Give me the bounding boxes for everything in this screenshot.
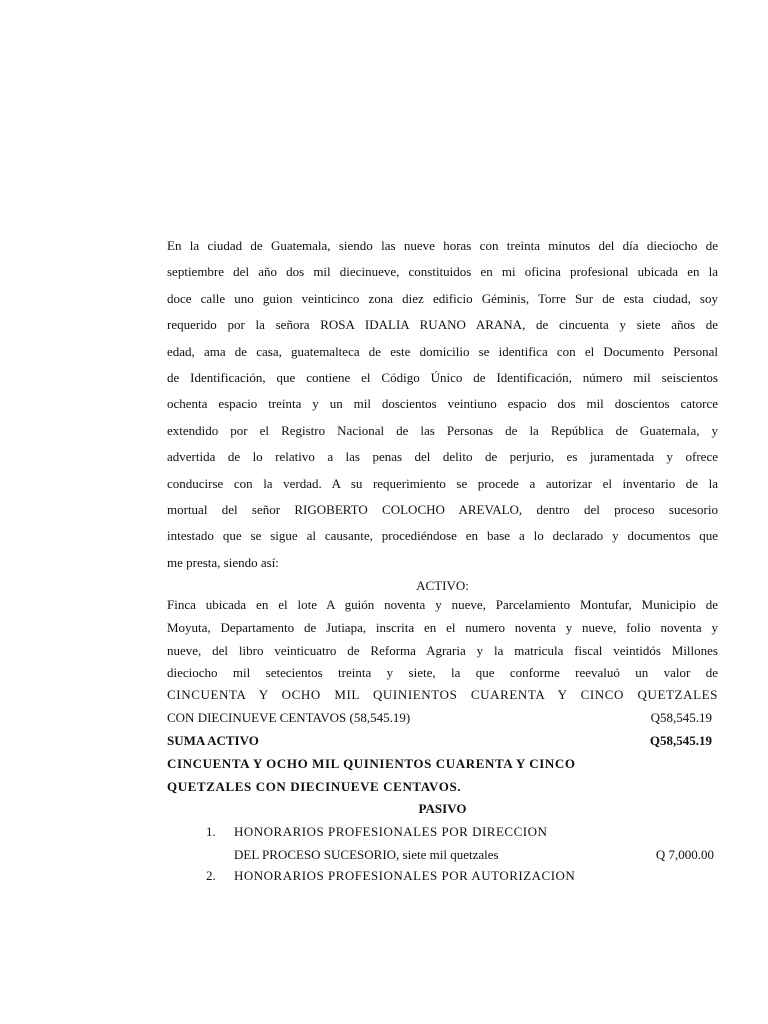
intro-line: advertida de lo relativo a las penas del delito de perjurio, es juramentada y ofrece [167, 449, 718, 465]
intro-paragraph [167, 233, 718, 576]
pasivo-heading: PASIVO [418, 801, 467, 816]
suma-words-line: CINCUENTA Y OCHO MIL QUINIENTOS CUARENTA Y CINCO [167, 756, 576, 771]
pasivo-item-number: 1. [206, 824, 216, 839]
pasivo-item-row [234, 845, 714, 865]
intro-line: requerido por la señora ROSA IDALIA RUANO ARANA, de cincuenta y siete años de [167, 317, 718, 333]
pasivo-item-line: HONORARIOS PROFESIONALES POR AUTORIZACION [234, 868, 576, 883]
activo-line: Moyuta, Departamento de Jutiapa, inscrita en el numero noventa y nueve, folio noventa y [167, 620, 718, 635]
intro-line: de Identificación, que contiene el Código Único de Identificación, número mil seiscientos [167, 370, 718, 386]
activo-line: nueve, del libro veinticuatro de Reforma Agraria y la matricula fiscal veintidós Millones [167, 643, 718, 658]
intro-line: extendido por el Registro Nacional de las Personas de la República de Guatemala, y [167, 422, 718, 438]
intro-line: mortual del señor RIGOBERTO COLOCHO AREVALO, dentro del proceso sucesorio [167, 502, 718, 518]
suma-words-line: QUETZALES CON DIECINUEVE CENTAVOS. [167, 779, 462, 794]
intro-line: En la ciudad de Guatemala, siendo las nueve horas con treinta minutos del día dieciocho de [167, 238, 718, 253]
suma-activo-label: SUMA ACTIVO [167, 733, 259, 748]
intro-line: ochenta espacio treinta y un mil doscientos veintiuno espacio dos mil doscientos catorce [167, 396, 718, 412]
activo-heading: ACTIVO: [416, 578, 469, 593]
intro-line: edad, ama de casa, guatemalteca de este domicilio se identifica con el Documento Personal [167, 343, 718, 359]
intro-line: intestado que se sigue al causante, procediéndose en base a lo declarado y documentos que [167, 528, 718, 544]
pasivo-item-line: HONORARIOS PROFESIONALES POR DIRECCION [234, 824, 548, 839]
activo-total-amount: Q58,545.19 [650, 710, 712, 725]
pasivo-item-line: DEL PROCESO SUCESORIO, siete mil quetzales [234, 847, 499, 862]
activo-line: dieciocho mil setecientos treinta y siete, la que conforme reevaluó un valor de [167, 665, 718, 680]
activo-line: CINCUENTA Y OCHO MIL QUINIENTOS CUARENTA Y CINCO QUETZALES [167, 687, 718, 702]
suma-activo-row [167, 731, 718, 751]
activo-total-text: CON DIECINUEVE CENTAVOS (58,545.19) [167, 710, 411, 725]
intro-line: conducirse con la verdad. A su requerimiento se procede a autorizar el inventario de la [167, 475, 718, 491]
intro-line: me presta, siendo así: [167, 554, 279, 570]
intro-line: doce calle uno guion veinticinco zona diez edificio Géminis, Torre Sur de esta ciudad, soy [167, 290, 718, 306]
intro-line: septiembre del año dos mil diecinueve, constituidos en mi oficina profesional ubicada en la [167, 264, 718, 280]
pasivo-item-number: 2. [206, 868, 216, 883]
activo-total-row [167, 708, 718, 728]
activo-line: Finca ubicada en el lote A guión noventa y nueve, Parcelamiento Montufar, Municipio de [167, 597, 718, 612]
pasivo-item-amount: Q 7,000.00 [655, 847, 714, 862]
suma-activo-amount: Q58,545.19 [649, 733, 712, 748]
